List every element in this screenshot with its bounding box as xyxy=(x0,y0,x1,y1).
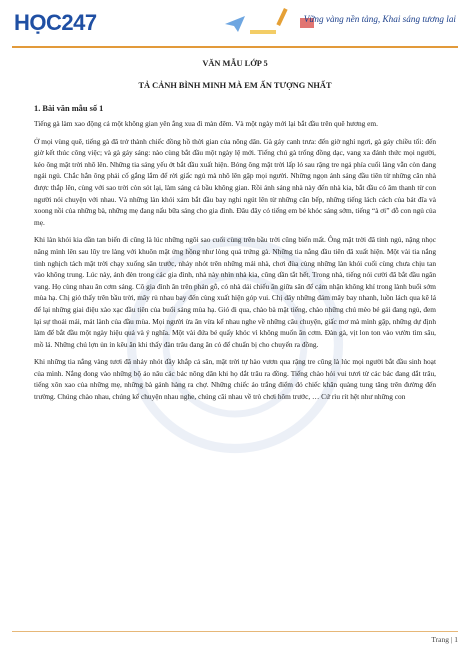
paragraph-2: Ở mọi vùng quê, tiếng gà đã trở thành chiếc đồng hồ thời gian của nông dân. Gà gáy canh trưa: đến giờ nghỉ ngơi, gà gáy chiều tối: đến giờ kết thúc công việc; và gà gáy sáng: nào cùng bắt đầu một ngày lệ mới. Tiếng chú gà trống đồng dạc, vang xa đánh thức mọi người, kéo ông mặt trời nhô lên. Những tia sáng yếu ớt bắt đầu xuất hiện. Bóng ông mặt trời lấp ló sau rặng tre ngả phía cuối làng vẫn còn đang ngái ngủ. Chắc hẳn ông phải cố gắng lắm để rời giấc ngủ mà nhô lên gặp mọi người. Những ngọn ánh sáng đầu tiên từ những căn nhà được thắp lên, cùng với sao trời còn sót lại, làm sáng cả bầu không gian. Rồi ánh sáng nhà này đến nhà kia, bắt đầu có âm thanh từ con người nói chuyện với nhau. Và những làn khói xám bắt đầu bay nghi ngút lên từ những căn bếp, những tiếng lách cách của bát đĩa và xoong nồi của những bà, những mẹ đang nấu bữa sáng cho gia đình. Đâu đây có tiếng em bé khóc sáng sớm, tiếng “à ơi” dỗ con ngủ của mẹ. xyxy=(34,136,436,227)
page-number: Trang | 1 xyxy=(431,635,458,644)
paragraph-4: Khi những tia nắng vàng tươi đã nhảy nhót đầy khắp cả sân, mặt trời tự hào vươn qua rặng tre cũng là lúc mọi người bắt đầu sinh hoạt của mình. Nắng đong vào những bộ áo nâu các bác nông dân khi họ dắt trâu ra đồng. Tiếng chào hỏi vui tươi từ các bác đang dắt trâu, tiếng xôn xao của những mẹ, những bà gánh hàng ra chợ. Những chiếc áo trắng điểm đó chiếc khăn quàng tung tăng trên đường đến trường. Chúng chào nhau, chúng kể chuyện nhau nghe, chúng cãi nhau về trò chơi hôm trước, … Cứ rìu rít hệt như những con xyxy=(34,357,436,402)
document-subtitle: TẢ CẢNH BÌNH MINH MÀ EM ẤN TƯỢNG NHẤT xyxy=(138,81,332,90)
document-title: VĂN MẪU LỚP 5 xyxy=(202,59,268,68)
logo-text: HỌC247 xyxy=(14,10,97,35)
paragraph-3: Khi làn khói kia dần tan biến đi cũng là lúc những ngôi sao cuối cùng trên bầu trời cũng biến mất. Ông mặt trời đã tỉnh ngủ, nặng nhọc nâng mình lên sau lũy tre làng với khuôn mặt ửng hồng như lòng quả trứng gà. Những tia nắng đầu tiên đã xuất hiện. Một vài tia nắng tinh nghịch tách mặt trời chạy xuống sân trước, nhảy nhót trên những mái nhà, chơi đùa cùng những làn khói cuối cùng chưa chịu tan vào không trung. Lúc này, ánh đèn trong các gia đình, nhà này nhìn nhà kia, cũng dần tắt hết. Trong nhà, tiếng nói cười đã bắt đầu ngân vang. Họ cùng nhau ăn cơm sáng. Cô gia đình ăn trên phản gỗ, có nhà dải chiếu ăn giữa sân để cảm nhận không khí trong lành buổi sớm mùa hạ. Chị giỏ thấy trên bầu trời, mây rủ nhau bay đến cùng xuất hiện góp vui. Chị dây những đám mây bay nhanh, luồn lách qua kẽ lá để lại những giai điệu xào xạc đầu tiên của buổi sáng mùa hạ. Gió đi qua, chào bà mặt tiếng, chào những chú mèo bé gái đang ngủ, đem lại sự thoải mái, mát lành của đầu mùa. Mọi người ừa ăn vừa kể nhau nghe về những câu chuyện, giấc mơ mà mình gặp, những dự định làm để bắt đầu một ngày hiệu quả và ý nghĩa. Một vài đứa bé quấy khóc vì không muốn ăn cơm. Đàn gà, vịt lon ton vào vườn tìm sâu, mồ lá. Những chú lợn ủn ỉn kêu ăn khi thấy đàn trâu đang ăn cỏ để chuẩn bị cho chuyến ra đồng. xyxy=(34,235,436,349)
page-header xyxy=(0,0,470,50)
header-slogan: Vững vàng nền tảng, Khai sáng tương lai xyxy=(303,14,456,24)
header-divider xyxy=(12,46,458,48)
footer-divider xyxy=(12,631,458,632)
hoc247-logo[interactable] xyxy=(14,8,134,38)
header-decoration-icons xyxy=(130,2,330,46)
document-body xyxy=(34,58,436,403)
section-heading: 1. Bài văn mẫu số 1 xyxy=(34,104,104,113)
paragraph-1: Tiếng gà làm xao động cả một không gian yên ắng xua đi màn đêm. Và một ngày mới lại bắt đầu trên quê hương em. xyxy=(34,119,378,128)
